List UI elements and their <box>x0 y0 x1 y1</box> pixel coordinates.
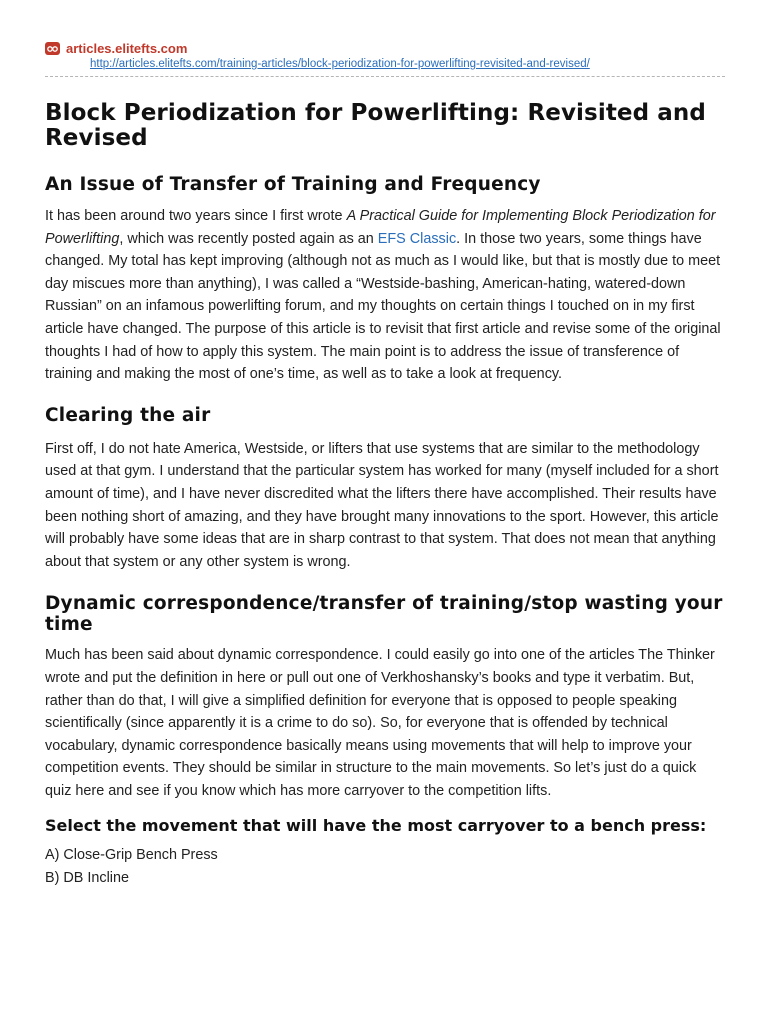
section-paragraph-transfer <box>45 205 725 386</box>
section-heading-dynamic-correspondence: Dynamic correspondence/transfer of training/stop wasting your time <box>45 593 723 636</box>
quiz-question-heading: Select the movement that will have the most carryover to a bench press: <box>45 816 707 836</box>
header-divider <box>45 76 725 77</box>
section-paragraph-dynamic-correspondence: Much has been said about dynamic correspondence. I could easily go into one of the articles The Thinker wrote and put the definition in here or pull out one of Verkhoshansky’s books and type it verbatim. But, rather than do that, I will give a simplified definition for everyone that is opposed to people speaking scientifically (since apparently it is a crime to do so). So, for everyone that is offended by technical vocabulary, dynamic correspondence basically means using movements that will help to improve your competition events. They should be similar in structure to the main movements. So let’s just do a quick quiz here and see if you know which has more carryover to the competition lifts. <box>45 647 715 799</box>
section-paragraph-clearing-air: First off, I do not hate America, Westside, or lifters that use systems that are similar to the methodology used at that gym. I understand that the particular system has worked for many (myself included for a short amount of time), and I have never discredited what the lifters there have accomplished. Their results have been nothing short of amazing, and they have brought many innovations to the sport. However, this article will probably have some ideas that are in sharp contrast to that system. That does not mean that anything about that system or any other system is wrong. <box>45 440 719 570</box>
quiz-options-list <box>45 844 725 889</box>
site-name-link[interactable]: articles.elitefts.com <box>66 40 188 56</box>
paragraph-text: , which was recently posted again as an <box>119 230 378 247</box>
article-url-link[interactable]: http://articles.elitefts.com/training-articles/block-periodization-for-powerlifting-revisited-and-revised/ <box>90 58 590 70</box>
previous-article-title: A Practical Guide for Implementing Block Periodization for Powerlifting <box>45 208 716 247</box>
site-header <box>45 38 725 58</box>
paragraph-text: It has been around two years since I first wrote <box>45 208 347 224</box>
elitefts-logo-icon <box>45 42 60 55</box>
document-page <box>45 38 725 890</box>
article-title: Block Periodization for Powerlifting: Revisited and Revised <box>45 100 706 151</box>
quiz-option-b: B) DB Incline <box>45 870 129 887</box>
section-heading-clearing-air: Clearing the air <box>45 404 211 426</box>
paragraph-text: . In those two years, some things have changed. My total has kept improving (although not as much as I would like, but that is mostly due to meet day miscues more than anything), I was called a “Westside-bashing, American-hating, watered-down Russian” on an infamous powerlifting forum, and my thoughts on certain things I touched on in my first article have changed. The purpose of this article is to revisit that first article and revise some of the original thoughts I had of how to apply this system. The main point is to address the issue of transference of training and making the most of one’s time, as well as to take a look at frequency. <box>45 230 721 383</box>
efs-classic-link[interactable]: EFS Classic <box>377 230 457 247</box>
quiz-option-a: A) Close-Grip Bench Press <box>45 847 218 864</box>
section-heading-transfer: An Issue of Transfer of Training and Frequency <box>45 174 541 195</box>
